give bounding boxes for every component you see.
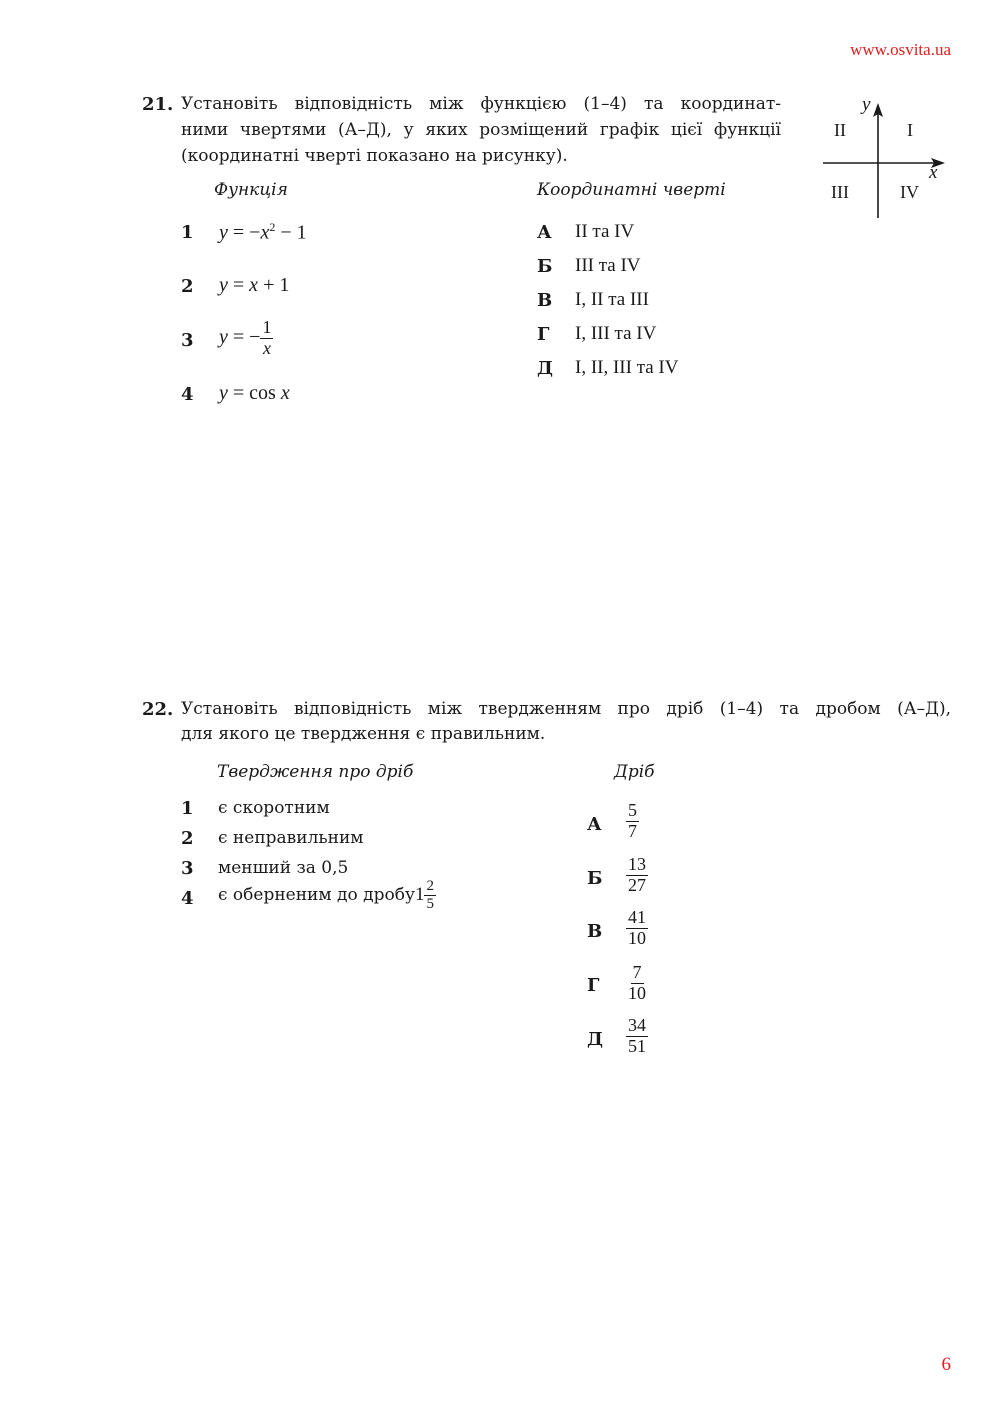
option-text: III та IV xyxy=(575,255,641,276)
quadrant-2-label: II xyxy=(834,120,846,140)
question-text-line: (координатні чверті показано на рисунку). xyxy=(181,146,568,166)
page-number: 6 xyxy=(941,1354,951,1375)
quadrant-3-label: III xyxy=(831,182,849,202)
x-axis-label: x xyxy=(929,162,938,183)
statement-number: 3 xyxy=(181,858,194,879)
question-text-line: Установіть відповідність між твердженням про дріб (1–4) та дробом (А–Д), xyxy=(181,699,951,719)
option-fraction: $\frac{7}{10}$ xyxy=(628,962,646,1003)
function-formula: y = − $\frac{1}{x}$ xyxy=(219,317,272,358)
function-number: 2 xyxy=(181,276,194,297)
option-fraction: $\frac{5}{7}$ xyxy=(628,800,637,841)
option-text: I, III та IV xyxy=(575,323,657,344)
statement-number: 4 xyxy=(181,888,194,909)
fractions-column-header: Дріб xyxy=(614,762,655,782)
statement-number: 2 xyxy=(181,828,194,849)
option-text: I, II, III та IV xyxy=(575,357,679,378)
option-letter: Б xyxy=(587,868,603,889)
question-text-line: для якого це твердження є правильним. xyxy=(181,724,546,744)
statement-text: є скоротним xyxy=(218,798,330,818)
option-letter: Д xyxy=(587,1029,604,1050)
function-number: 1 xyxy=(181,222,194,243)
option-fraction: $\frac{34}{51}$ xyxy=(628,1015,646,1056)
option-letter: А xyxy=(587,814,602,835)
coordinate-quadrants-figure xyxy=(815,90,955,225)
question-number: 22. xyxy=(142,699,174,720)
statement-text: є неправильним xyxy=(218,828,364,848)
quadrant-1-label: I xyxy=(907,120,913,140)
functions-column-header: Функція xyxy=(214,180,288,200)
option-letter: В xyxy=(537,290,553,311)
function-number: 4 xyxy=(181,384,194,405)
option-letter: В xyxy=(587,921,603,942)
quadrant-4-label: IV xyxy=(900,182,919,202)
statement-text: менший за 0,5 xyxy=(218,858,349,878)
question-text-line: Установіть відповідність між функцією (1–4) та координат- xyxy=(181,94,781,114)
option-fraction: $\frac{41}{10}$ xyxy=(628,907,646,948)
question-number: 21. xyxy=(142,94,174,115)
function-number: 3 xyxy=(181,330,194,351)
option-letter: Г xyxy=(587,975,600,996)
function-formula: y = cos x xyxy=(219,382,290,404)
option-letter: А xyxy=(537,222,552,243)
option-letter: Г xyxy=(537,324,550,345)
statements-column-header: Твердження про дріб xyxy=(217,762,414,782)
y-axis-label: y xyxy=(862,94,871,115)
option-text: II та IV xyxy=(575,221,635,242)
function-formula: $y = -x^2 - 1$ xyxy=(219,220,307,244)
option-fraction: $\frac{13}{27}$ xyxy=(628,854,646,895)
option-letter: Д xyxy=(537,358,554,379)
statement-number: 1 xyxy=(181,798,194,819)
quadrants-column-header: Координатні чверті xyxy=(537,180,726,200)
option-text: I, II та III xyxy=(575,289,649,310)
function-formula: y = x + 1 xyxy=(219,274,290,296)
question-text-line: ними чвертями (А–Д), у яких розміщений графік цієї функції xyxy=(181,120,781,140)
statement-text: є оберненим до дробу 1 $\frac{2}{5}$ xyxy=(218,878,434,912)
site-url: www.osvita.ua xyxy=(850,40,951,59)
option-letter: Б xyxy=(537,256,553,277)
